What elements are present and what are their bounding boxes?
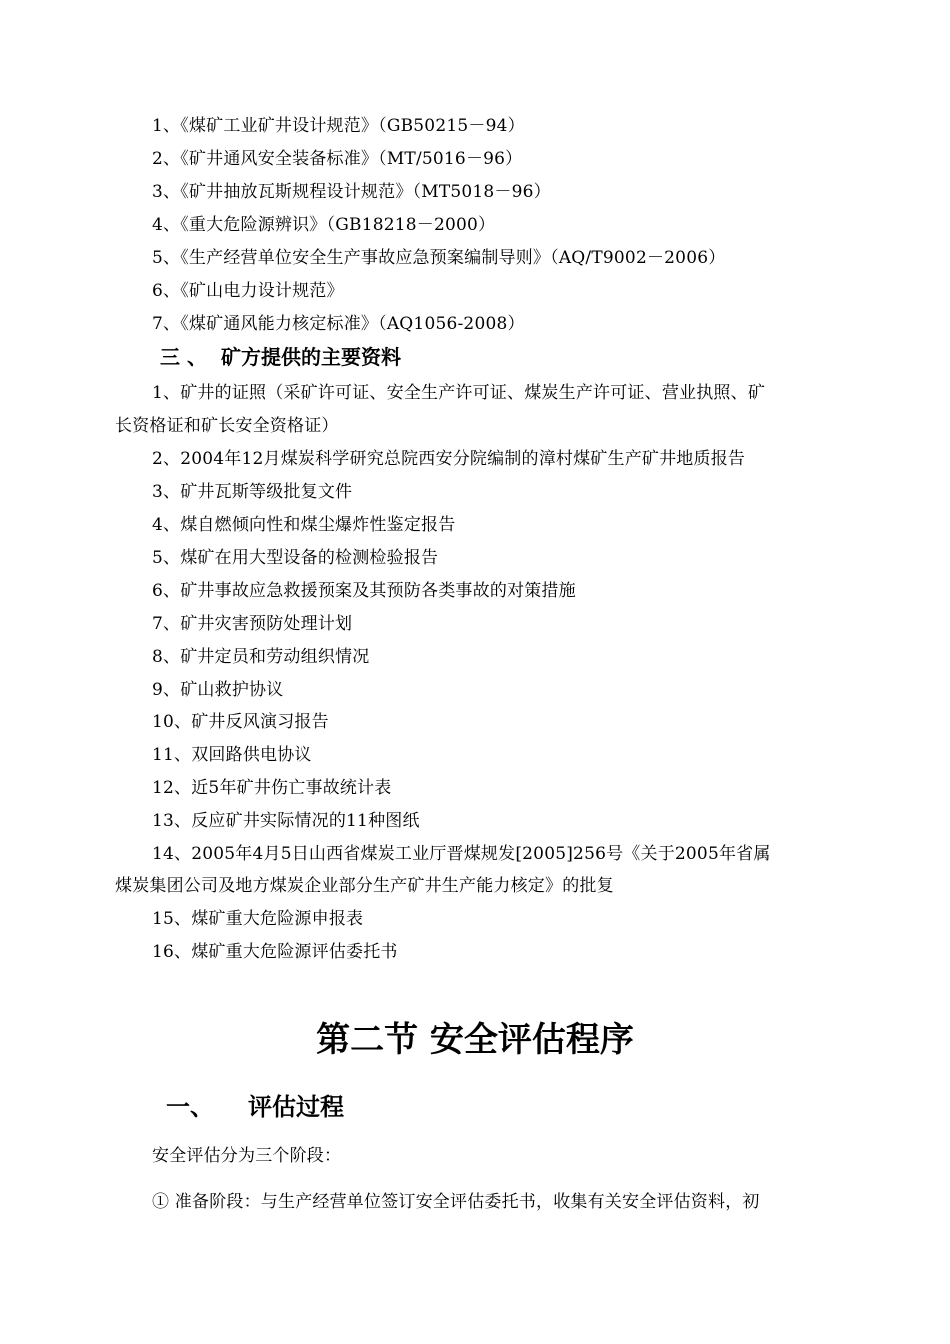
reference-item-5: 5、《生产经营单位安全生产事故应急预案编制导则》（AQ/T9002－2006）	[152, 248, 726, 268]
section-three-heading	[160, 345, 401, 369]
material-item-5: 5、煤矿在用大型设备的检测检验报告	[152, 548, 439, 568]
material-item-11: 11、双回路供电协议	[152, 745, 312, 765]
material-item-8: 8、矿井定员和劳动组织情况	[152, 647, 370, 667]
material-item-7: 7、矿井灾害预防处理计划	[152, 614, 353, 634]
assessment-intro: 安全评估分为三个阶段：	[152, 1146, 342, 1166]
material-item-14-continued: 煤炭集团公司及地方煤炭企业部分生产矿井生产能力核定》的批复	[115, 876, 614, 896]
material-item-15: 15、煤矿重大危险源申报表	[152, 909, 364, 929]
material-item-3: 3、矿井瓦斯等级批复文件	[152, 482, 353, 502]
material-item-12: 12、近5年矿井伤亡事故统计表	[152, 778, 392, 798]
material-item-14: 14、2005年4月5日山西省煤炭工业厅晋煤规发[2005]256号《关于2005年省属	[152, 844, 771, 864]
reference-item-1: 1、《煤矿工业矿井设计规范》（GB50215－94）	[152, 116, 525, 136]
material-item-2: 2、2004年12月煤炭科学研究总院西安分院编制的漳村煤矿生产矿井地质报告	[152, 449, 746, 469]
reference-item-6: 6、《矿山电力设计规范》	[152, 281, 344, 301]
reference-item-3: 3、《矿井抽放瓦斯规程设计规范》（MT5018－96）	[152, 182, 551, 202]
section-two-title: 第二节 安全评估程序	[316, 1020, 634, 1060]
reference-item-4: 4、《重大危险源辨识》（GB18218－2000）	[152, 215, 496, 235]
material-item-13: 13、反应矿井实际情况的11种图纸	[152, 811, 420, 831]
reference-item-7: 7、《煤矿通风能力核定标准》（AQ1056-2008）	[152, 314, 525, 334]
material-item-1-continued: 长资格证和矿长安全资格证）	[115, 416, 339, 436]
material-item-10: 10、矿井反风演习报告	[152, 712, 329, 732]
section-three-number: 三 、	[160, 345, 207, 369]
material-item-4: 4、煤自燃倾向性和煤尘爆炸性鉴定报告	[152, 515, 456, 535]
heading-one-number: 一、	[166, 1093, 214, 1121]
section-three-title: 矿方提供的主要资料	[220, 345, 401, 369]
material-item-16: 16、煤矿重大危险源评估委托书	[152, 942, 398, 962]
reference-item-2: 2、《矿井通风安全装备标准》（MT/5016－96）	[152, 149, 523, 169]
material-item-9: 9、矿山救护协议	[152, 680, 284, 700]
material-item-6: 6、矿井事故应急救援预案及其预防各类事故的对策措施	[152, 581, 576, 601]
assessment-stage-1: ① 准备阶段：与生产经营单位签订安全评估委托书，收集有关安全评估资料，初	[152, 1192, 760, 1212]
heading-one-title: 评估过程	[248, 1093, 344, 1121]
heading-one	[166, 1092, 344, 1122]
material-item-1: 1、矿井的证照（采矿许可证、安全生产许可证、煤炭生产许可证、营业执照、矿	[152, 383, 766, 403]
